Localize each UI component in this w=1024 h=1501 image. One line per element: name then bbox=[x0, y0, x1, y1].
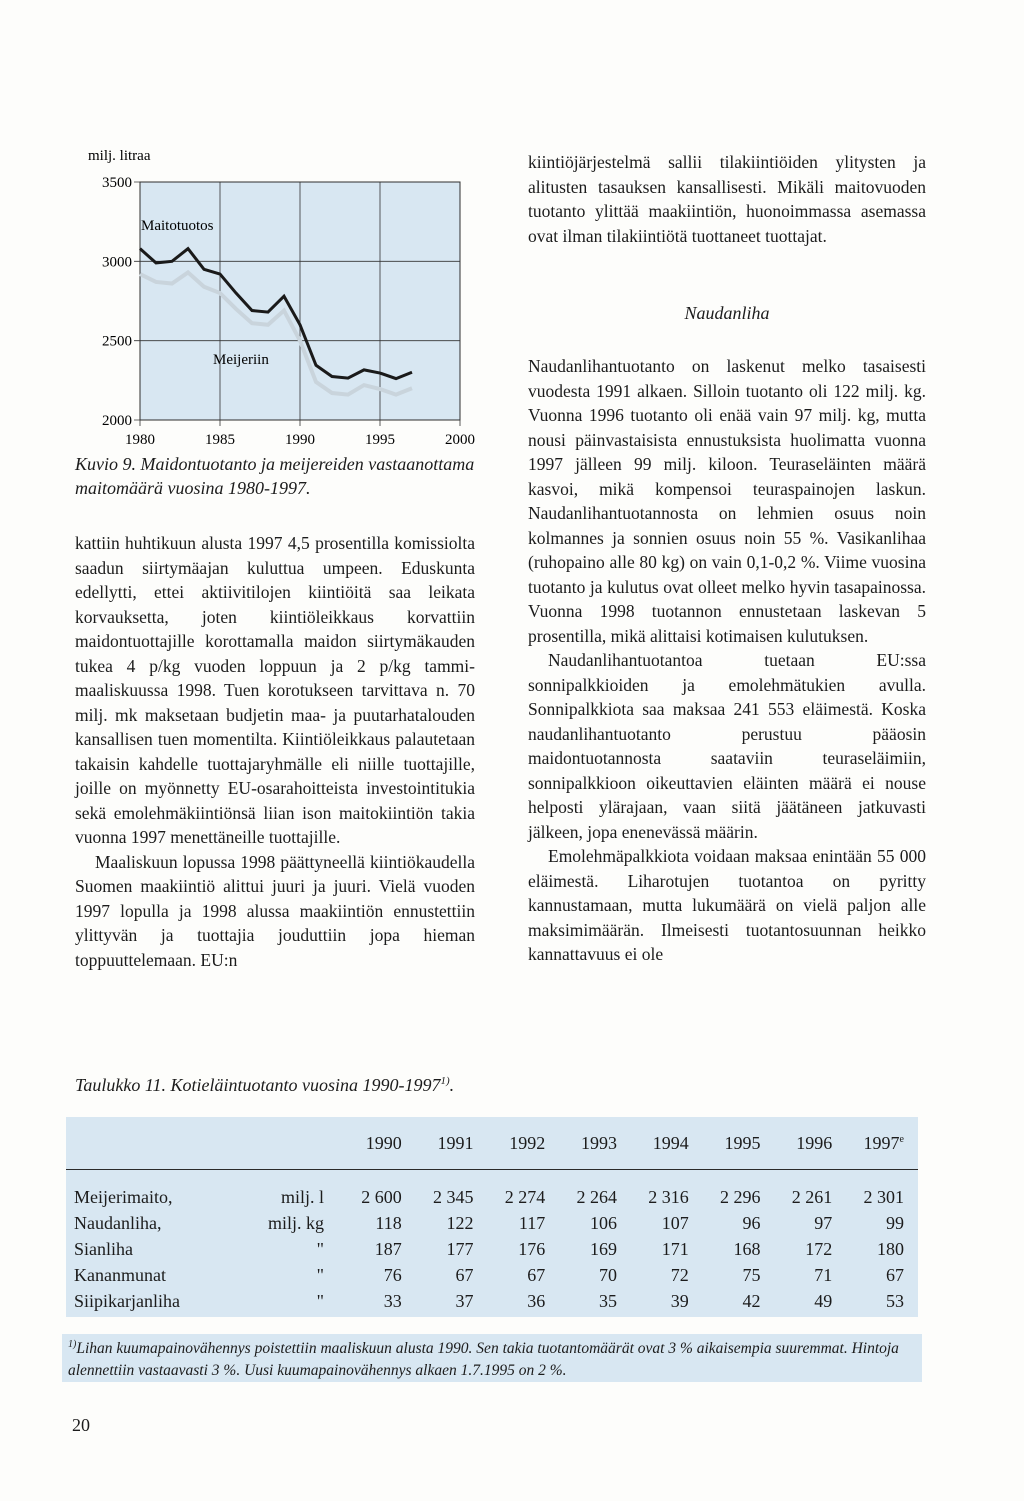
right-paragraph-3: Emolehmäpalkkiota voidaan maksaa enintään 55 000 eläimestä. Liharotujen tuotantoa on pyritty kannustamaan, mutta lukumäärä on vielä paljon alle maksimimäärän. Ilmeisesti tuotantosuunnan heikko kannattavuus ei ole bbox=[528, 846, 926, 964]
cell: 171 bbox=[661, 1239, 689, 1259]
cell: 2 345 bbox=[433, 1187, 474, 1207]
cell: 49 bbox=[814, 1291, 833, 1311]
cell: 2 301 bbox=[863, 1187, 904, 1207]
cell: 67 bbox=[455, 1265, 474, 1285]
year-1996: 1996 bbox=[775, 1117, 847, 1170]
cell: 72 bbox=[670, 1265, 689, 1285]
table-caption-sup: 1) bbox=[440, 1075, 450, 1087]
year-1990: 1990 bbox=[344, 1117, 416, 1170]
chart-caption: Kuvio 9. Maidontuotanto ja meijereiden vastaanottama maitomäärä vuosina 1980-1997. bbox=[75, 454, 475, 498]
table-caption: Taulukko 11. Kotieläintuotanto vuosina 1990-1997$^{1)}$. bbox=[75, 1075, 455, 1095]
year-1992: 1992 bbox=[488, 1117, 560, 1170]
cell: 122 bbox=[446, 1213, 474, 1233]
y-tick-label: 3000 bbox=[102, 254, 132, 271]
cell: 177 bbox=[446, 1239, 474, 1259]
row-unit: " bbox=[316, 1265, 324, 1285]
table-row bbox=[66, 1262, 918, 1288]
cell: 97 bbox=[814, 1213, 833, 1233]
y-tick-label: 3500 bbox=[102, 175, 132, 191]
x-tick-label: 1980 bbox=[125, 432, 155, 448]
cell: 67 bbox=[886, 1265, 904, 1285]
cell: 35 bbox=[599, 1291, 617, 1311]
cell: 172 bbox=[805, 1239, 833, 1259]
table-header-row bbox=[66, 1117, 918, 1170]
cell: 2 316 bbox=[648, 1187, 689, 1207]
table-row bbox=[66, 1288, 918, 1314]
cell: 180 bbox=[877, 1239, 904, 1259]
y-tick-label: 2000 bbox=[102, 413, 132, 429]
series-label-maitotuotos: Maitotuotos bbox=[141, 218, 214, 234]
cell: 76 bbox=[383, 1265, 402, 1285]
cell: 71 bbox=[814, 1265, 833, 1285]
x-tick-label: 1985 bbox=[205, 432, 235, 448]
cell: 70 bbox=[599, 1265, 617, 1285]
x-tick-label: 1990 bbox=[285, 432, 315, 448]
cell: 75 bbox=[742, 1265, 761, 1285]
footnote-text: Lihan kuumapainovähennys poistettiin maaliskuun alusta 1990. Sen takia tuotantomäärät ovat 3 % aikaisempia suuremmat. Hintoja alennettiin vastaavasti 3 %. Uusi kuumapainovähennys alkaen 1.7.1995 on 2 %. bbox=[68, 1340, 899, 1380]
cell: 99 bbox=[886, 1213, 904, 1233]
cell: 107 bbox=[661, 1213, 689, 1233]
table-row bbox=[66, 1210, 918, 1236]
section-heading: Naudanliha bbox=[684, 303, 770, 323]
cell: 169 bbox=[590, 1239, 617, 1259]
y-axis-label: milj. litraa bbox=[88, 148, 151, 164]
row-label: Naudanliha, bbox=[74, 1213, 162, 1233]
row-unit: milj. kg bbox=[267, 1213, 324, 1233]
cell: 176 bbox=[518, 1239, 546, 1259]
cell: 168 bbox=[733, 1239, 761, 1259]
right-paragraph-2: Naudanlihantuotantoa tuetaan EU:ssa sonnipalkkioiden ja emolehmätukien avulla. Sonnipalkkiota saa maksaa 241 553 eläimestä. Koska naudanlihantuotanto perustuu pääosin maidontuotannosta saataviin teuraseläimiin, sonnipalkkioon oikeuttavien eläinten määrä ei nouse helposti ylärajaan, vaan siitä jäätäneen jatkuvasti jälkeen, jopa enenevässä määrin. bbox=[528, 650, 926, 842]
left-paragraph-2: Maaliskuun lopussa 1998 päättyneellä kiintiökaudella Suomen maakiintiö alittui juuri ja juuri. Vielä vuoden 1997 lopulla ja 1998 alussa maakiintiön ennustettiin ylittyvän ja tuottajia jouduttiin jopa hieman toppuuttelemaan. EU:n bbox=[75, 851, 475, 970]
footnote-mark: 1) bbox=[68, 1339, 77, 1350]
row-label: Siipikarjanliha bbox=[74, 1291, 180, 1311]
cell: 37 bbox=[455, 1291, 474, 1311]
right-column-top bbox=[528, 150, 926, 248]
cell: 118 bbox=[375, 1213, 402, 1233]
table-row bbox=[66, 1236, 918, 1262]
cell: 2 600 bbox=[361, 1187, 402, 1207]
cell: 53 bbox=[886, 1291, 904, 1311]
y-tick-label: 2500 bbox=[102, 333, 132, 350]
cell: 2 264 bbox=[576, 1187, 617, 1207]
row-label: Sianliha bbox=[74, 1239, 133, 1259]
series-label-meijeriin: Meijeriin bbox=[213, 352, 269, 368]
x-tick-label: 1995 bbox=[365, 432, 395, 448]
row-unit: " bbox=[316, 1239, 324, 1259]
cell: 67 bbox=[527, 1265, 546, 1285]
year-1997 bbox=[846, 1117, 918, 1170]
year-1991: 1991 bbox=[416, 1117, 488, 1170]
page-number: 20 bbox=[72, 1415, 90, 1435]
row-label: Meijerimaito, bbox=[74, 1187, 173, 1207]
table bbox=[66, 1117, 918, 1314]
row-label: Kananmunat bbox=[74, 1265, 166, 1285]
cell: 187 bbox=[374, 1239, 402, 1259]
milk-production-chart bbox=[75, 140, 495, 460]
cell: 2 261 bbox=[791, 1187, 833, 1207]
cell: 117 bbox=[518, 1213, 546, 1233]
cell: 42 bbox=[742, 1291, 761, 1311]
cell: 2 274 bbox=[504, 1187, 546, 1207]
cell: 33 bbox=[383, 1291, 402, 1311]
right-column bbox=[528, 354, 926, 967]
right-paragraph-top: kiintiöjärjestelmä sallii tilakiintiöiden ylitysten ja alitusten tasauksen kansallisesti. Mikäli maitovuoden tuotanto ylittää maakiintiön, huonoimmassa asemassa ovat ilman tilakiintiötä tuottaneet tuottajat. bbox=[528, 152, 926, 246]
left-column bbox=[75, 531, 475, 972]
cell: 36 bbox=[527, 1291, 546, 1311]
table-caption-text: Taulukko 11. Kotieläintuotanto vuosina 1990-1997 bbox=[75, 1075, 441, 1095]
year-1994: 1994 bbox=[631, 1117, 703, 1170]
cell: 39 bbox=[670, 1291, 689, 1311]
estimate-sup: e bbox=[899, 1133, 904, 1145]
cell: 96 bbox=[742, 1213, 761, 1233]
header-label-cell bbox=[66, 1117, 235, 1170]
header-unit-cell bbox=[235, 1117, 344, 1170]
year-1993: 1993 bbox=[559, 1117, 631, 1170]
table-row bbox=[66, 1170, 918, 1211]
chart-svg bbox=[75, 140, 495, 460]
row-unit: " bbox=[316, 1291, 324, 1311]
year-1995: 1995 bbox=[703, 1117, 775, 1170]
x-tick-label: 2000 bbox=[445, 432, 475, 448]
left-paragraph-1: kattiin huhtikuun alusta 1997 4,5 prosentilla komissiolta saadun siirtymäajan kuluttua umpeen. Eduskunta edellytti, ettei aktiivitilojen kiintiöitä saa leikata korvauksetta, joten kiintiöleikkaus korvattiin maidontuottajille korottamalla maidon siirtymäkauden tukea 4 p/kg vuoden loppuun ja 2 p/kg tammi-maaliskuussa 1998. Tuen korotukseen tarvittava n. 70 milj. mk maksetaan budjetin maa- ja puutarhatalouden kansallisen tuen momentilta. Kiintiöleikkaus palautetaan takaisin kahdelle tuottajaryhmälle eli niille tuottajille, joille on myönnetty EU-osarahoitteista investointitukia sekä emolehmäkiintiönsä liian ison maitokiintiön takia vuonna 1997 menettäneille tuottajille. bbox=[75, 533, 475, 847]
right-paragraph-1: Naudanlihantuotanto on laskenut melko tasaisesti vuodesta 1991 alkaen. Silloin tuotanto oli 122 milj. kg. Vuonna 1996 tuotanto oli enää vain 97 milj. kg, mutta nousi päinvastaisista ennustuksista huolimatta vuonna 1997 jälleen 99 milj. kiloon. Teuraseläinten määrä kasvoi, mikä kompensoi teuraspainojen laskun. Naudanlihantuotannosta on lehmien osuus noin kolmannes ja sonnien osuus noin 55 %. Vasikanlihaa (ruhopaino alle 80 kg) on vain 0,1-0,2 %. Viime vuosina tuotanto ja kulutus ovat olleet melko hyvin tasapainossa. Vuonna 1998 tuotannon ennustetaan laskevan 5 prosentilla, mikä alittaisi kotimaisen kulutuksen. bbox=[528, 356, 926, 646]
cell: 2 296 bbox=[720, 1187, 761, 1207]
table-footnote bbox=[62, 1334, 922, 1382]
row-unit: milj. l bbox=[280, 1187, 324, 1207]
cell: 106 bbox=[590, 1213, 617, 1233]
year-1997-text: 1997 bbox=[863, 1132, 900, 1153]
production-table bbox=[66, 1117, 918, 1317]
